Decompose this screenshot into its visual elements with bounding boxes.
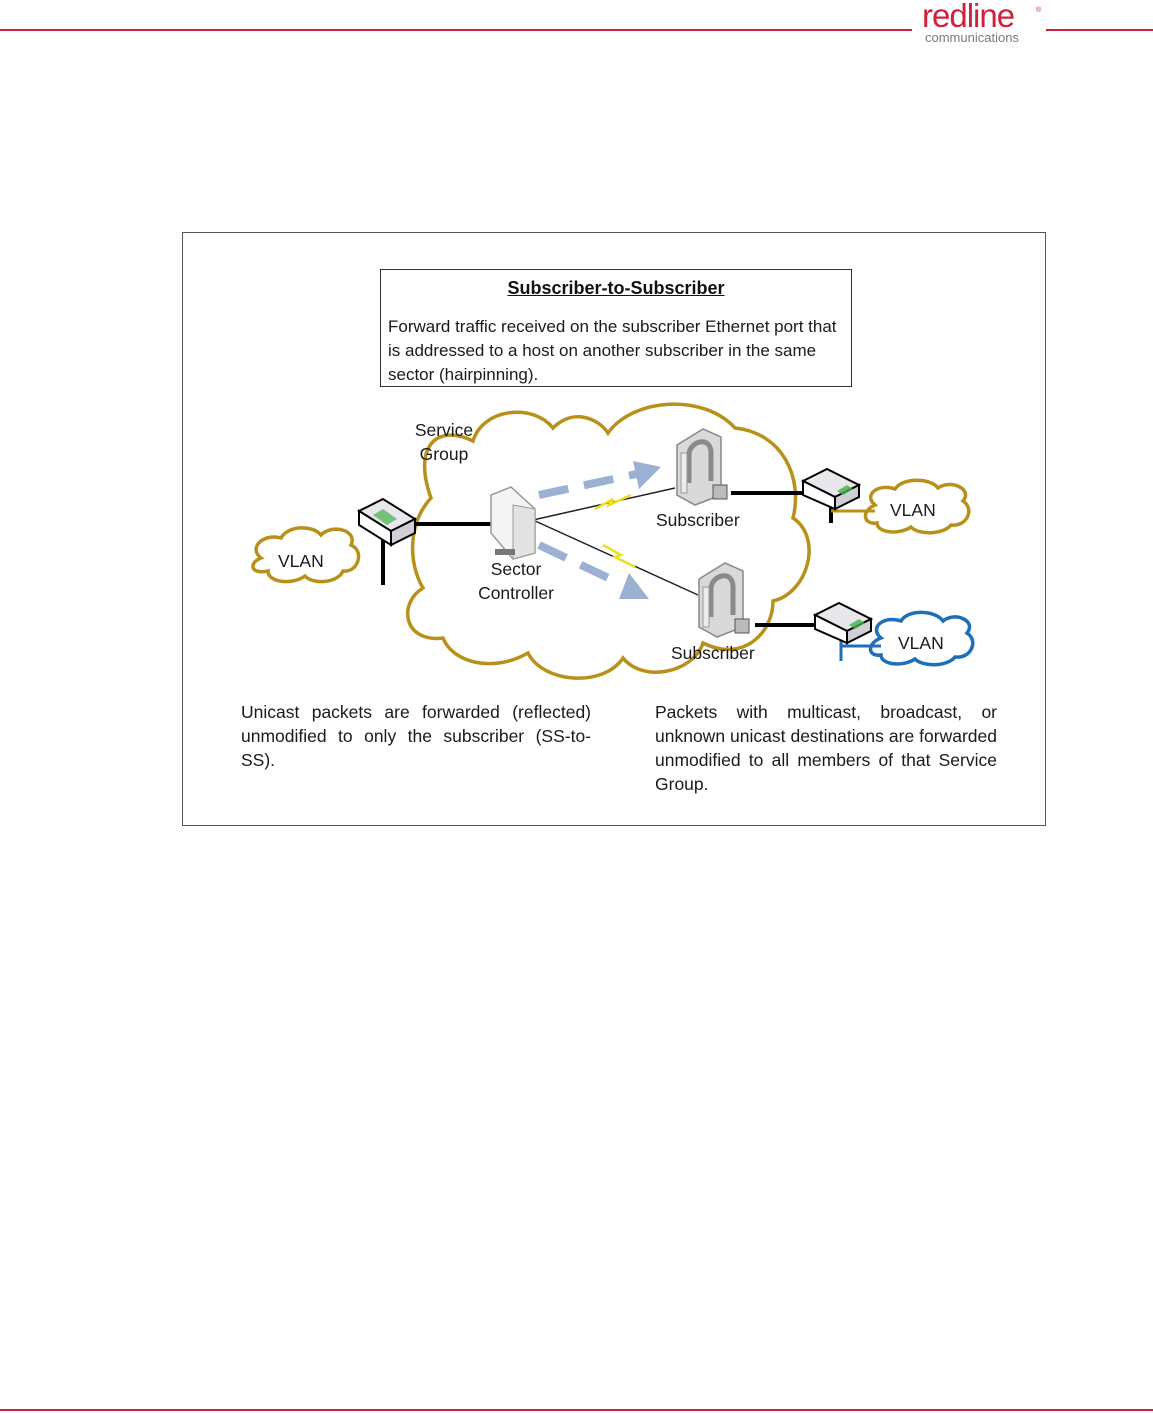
subscriber-unit-icon-bottom xyxy=(699,563,749,637)
router-icon-right-top xyxy=(803,469,859,509)
footer-rule xyxy=(0,1409,1153,1411)
network-diagram-figure xyxy=(182,232,1046,826)
sector-controller-label-line2: Controller xyxy=(478,583,554,603)
lightning-icon xyxy=(603,545,635,567)
subscriber-label-top: Subscriber xyxy=(656,510,740,530)
service-group-label-line2: Group xyxy=(419,444,469,464)
vlan-label-right-top: VLAN xyxy=(890,500,936,520)
service-group-label-line1: Service xyxy=(414,420,474,440)
info-box-title: Subscriber-to-Subscriber xyxy=(507,278,725,298)
vlan-label-left: VLAN xyxy=(278,551,324,571)
subscriber-to-subscriber-info-box xyxy=(380,269,852,387)
broadcast-arrowhead xyxy=(619,573,649,599)
sector-controller-icon xyxy=(491,487,535,559)
logo-registered-mark: ® xyxy=(1036,7,1042,14)
subscriber-label-bottom: Subscriber xyxy=(671,643,755,663)
logo-wordmark: redline xyxy=(922,0,1015,34)
header-rule xyxy=(0,29,912,31)
router-icon-right-bottom xyxy=(815,603,871,643)
unicast-arrowhead xyxy=(633,461,661,489)
subscriber-unit-icon-top xyxy=(677,429,727,505)
broadcast-description: Packets with multicast, broadcast, or unknown unicast destinations are forwarded unmodified to all members of that Service Group. xyxy=(655,702,997,794)
logo-subtitle: communications xyxy=(925,30,1019,45)
router-icon-left xyxy=(359,499,415,545)
sector-controller-label-line1: Sector xyxy=(490,559,542,579)
redline-logo xyxy=(922,0,1046,48)
unicast-arrow-shaft xyxy=(539,473,641,495)
info-box-text: Forward traffic received on the subscriber Ethernet port that is addressed to a host on another subscriber in the same sector (hairpinning). xyxy=(388,317,837,384)
lightning-icon xyxy=(595,495,631,509)
header-rule-right xyxy=(1046,29,1153,31)
vlan-label-right-bottom: VLAN xyxy=(898,633,944,653)
unicast-description: Unicast packets are forwarded (reflected) unmodified to only the subscriber (SS-to-SS). xyxy=(241,702,591,770)
